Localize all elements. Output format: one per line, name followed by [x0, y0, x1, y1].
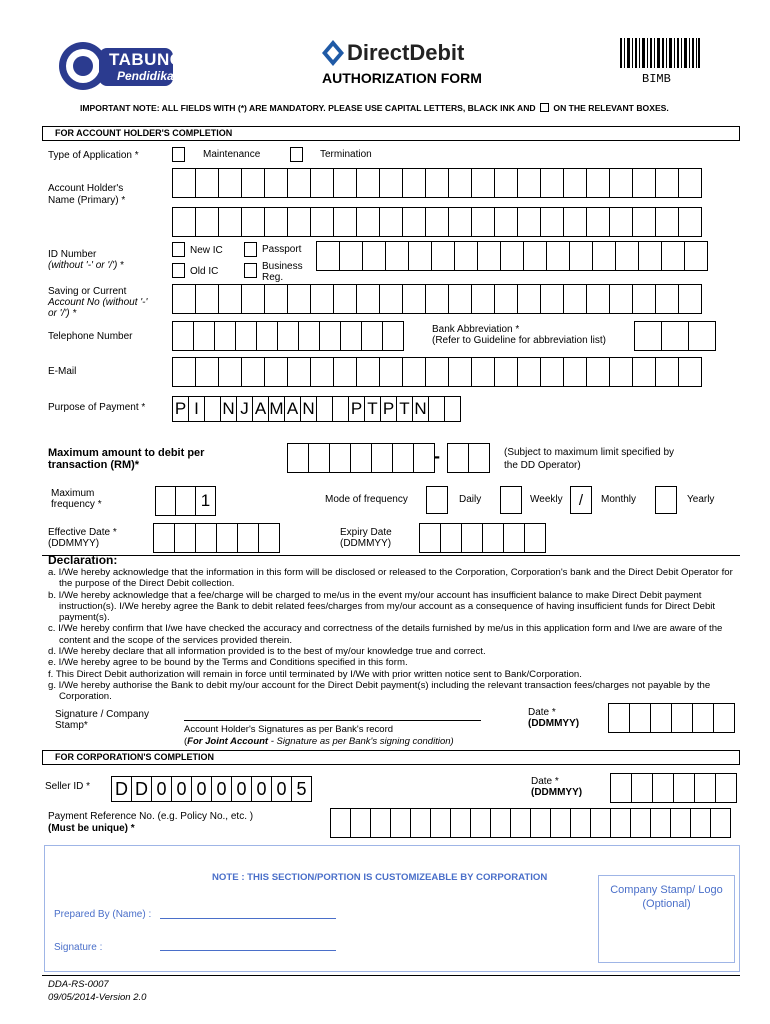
- footer-line: [42, 975, 740, 976]
- daily-checkbox[interactable]: [426, 486, 448, 514]
- payment-ref-grid[interactable]: [330, 808, 730, 838]
- monthly-label: Monthly: [601, 494, 637, 505]
- declaration-title: Declaration:: [48, 553, 118, 567]
- seller-id-grid[interactable]: D D 0 0 0 0 0 0 0 5: [111, 776, 311, 802]
- new-ic-checkbox[interactable]: [172, 242, 185, 257]
- declaration-item: a. I/We hereby acknowledge that the information in this form will be disclosed or released to the Corporation, Corporation's bank and the Direct Debit Operator for the purpose of the Direct Debit collection.: [48, 567, 733, 590]
- bank-abbr-label-2: (Refer to Guideline for abbreviation list): [432, 335, 606, 346]
- payref-label-1: Payment Reference No. (e.g. Policy No., etc. ): [48, 811, 254, 822]
- max-amount-cents-grid[interactable]: [447, 443, 489, 473]
- joint-account-text: For Joint Account: [187, 736, 269, 747]
- bank-abbr-label-1: Bank Abbreviation *: [432, 324, 520, 335]
- max-amount-label-2: transaction (RM)*: [48, 459, 140, 471]
- name-grid-row2[interactable]: [172, 207, 701, 237]
- signature-label-2: Stamp*: [55, 720, 88, 731]
- important-note: [80, 103, 669, 113]
- phone-grid[interactable]: [172, 321, 403, 351]
- yearly-checkbox[interactable]: [655, 486, 677, 514]
- prepared-by-line[interactable]: [160, 918, 336, 919]
- max-freq-grid[interactable]: 1: [155, 486, 215, 516]
- termination-label: Termination: [320, 149, 372, 160]
- decl-date-label-2: (DDMMYY): [528, 718, 580, 729]
- id-hint-text: (without '-' or '/'): [48, 260, 118, 271]
- declaration-item: d. I/We hereby declare that all information provided is to the best of my/our knowledge true and correct.: [48, 646, 486, 658]
- max-amount-label-1: Maximum amount to debit per: [48, 447, 205, 459]
- passport-checkbox[interactable]: [244, 242, 257, 257]
- monthly-checkbox[interactable]: /: [570, 486, 592, 514]
- name-grid-row1[interactable]: [172, 168, 701, 198]
- logo-tabung-text: TABUNG: [109, 50, 184, 69]
- section-bottom-line: [42, 555, 740, 556]
- declaration-item: b. I/We hereby acknowledge that a fee/charge will be charged to me/us in the event my/our account has insufficient balance to make Direct Debit payment instruction(s). I/We hereby agree the Bank to debit related fees/charges from my/our account as a consequence of having insufficient funds for Direct Debit payment(s).: [48, 589, 716, 624]
- subject-note-2: the DD Operator): [504, 460, 581, 471]
- name-label-1: Account Holder's: [48, 183, 124, 194]
- bank-code: BIMB: [642, 72, 671, 86]
- account-number-grid[interactable]: [172, 284, 701, 314]
- acct-label-3: or '/') *: [48, 308, 77, 319]
- custom-note: NOTE : THIS SECTION/PORTION IS CUSTOMIZEABLE BY CORPORATION: [212, 872, 548, 883]
- expiry-label-2: (DDMMYY): [340, 538, 392, 549]
- name-label-2: Name (Primary) *: [48, 195, 126, 206]
- seller-id-label: Seller ID *: [45, 781, 91, 792]
- passport-label: Passport: [262, 244, 302, 255]
- weekly-label: Weekly: [530, 494, 563, 505]
- custom-signature-label: Signature :: [54, 942, 103, 953]
- daily-label: Daily: [459, 494, 482, 505]
- yearly-label: Yearly: [687, 494, 715, 505]
- logo-pendidikan-text: Pendidikan: [117, 69, 182, 83]
- directdebit-logo: [322, 40, 464, 66]
- maintenance-checkbox[interactable]: [172, 147, 185, 162]
- footer-version: 09/05/2014-Version 2.0: [48, 992, 147, 1003]
- declaration-item: c. I/We hereby confirm that I/we have checked the accuracy and correctness of the details furnished by me/us in this application form and I/we are aware of the content and the scope of the services provided therein.: [48, 623, 723, 646]
- corp-date-label-1: Date *: [531, 776, 559, 787]
- business-label-1: Business: [262, 261, 303, 272]
- stamp-label-1: Company Stamp/ Logo: [610, 884, 723, 896]
- signature-caption-1: Account Holder's Signatures as per Bank's record: [184, 724, 394, 735]
- max-amount-grid[interactable]: [287, 443, 434, 473]
- mode-label: Mode of frequency: [325, 494, 408, 505]
- barcode: [620, 38, 700, 68]
- corporation-section-header: FOR CORPORATION'S COMPLETION: [42, 750, 740, 765]
- signature-caption-2: (For Joint Account - Signature as per Bank's signing condition): [184, 736, 454, 747]
- effective-label-1: Effective Date *: [48, 527, 117, 538]
- prepared-by-label: Prepared By (Name) :: [54, 909, 152, 920]
- declaration-item: g. I/We hereby authorise the Bank to debit my/our account for the Direct Debit payment(s) including the relevant transaction fees/charges not payable by the Corporation.: [48, 679, 711, 703]
- id-hint: [48, 260, 124, 272]
- purpose-grid[interactable]: P I N J A M A N P T P T N: [172, 396, 460, 422]
- decimal-dash: -: [434, 446, 440, 466]
- expiry-date-grid[interactable]: [419, 523, 545, 553]
- acct-label-2: Account No (without '-': [48, 297, 148, 308]
- email-grid[interactable]: [172, 357, 701, 387]
- max-freq-label-1: Maximum: [51, 488, 95, 499]
- payref-label-2: (Must be unique) *: [48, 823, 135, 834]
- important-note-end: ON THE RELEVANT BOXES.: [553, 103, 669, 113]
- declaration-item: e. I/We hereby agree to be bound by the Terms and Conditions specified in this form.: [48, 657, 408, 669]
- signature-label-1: Signature / Company: [55, 709, 149, 720]
- checkbox-icon: [540, 103, 549, 112]
- new-ic-label: New IC: [190, 245, 223, 256]
- effective-date-grid[interactable]: [153, 523, 279, 553]
- maintenance-label: Maintenance: [203, 149, 261, 160]
- custom-signature-line[interactable]: [160, 950, 336, 951]
- weekly-checkbox[interactable]: [500, 486, 522, 514]
- id-number-grid[interactable]: [316, 241, 707, 271]
- declaration-list: [48, 567, 743, 703]
- expiry-label-1: Expiry Date: [340, 527, 392, 538]
- business-reg-checkbox[interactable]: [244, 263, 257, 278]
- old-ic-checkbox[interactable]: [172, 263, 185, 278]
- corporation-date-grid[interactable]: [610, 773, 736, 803]
- type-label: Type of Application *: [48, 150, 139, 161]
- footer-code: DDA-RS-0007: [48, 979, 109, 990]
- purpose-label: Purpose of Payment *: [48, 402, 146, 413]
- max-freq-label-2: frequency *: [51, 499, 102, 510]
- subject-note-1: (Subject to maximum limit specified by: [504, 447, 675, 458]
- declaration-item: f. This Direct Debit authorization will remain in force until terminated by I/We with prior written notice sent to Bank/Corporation.: [48, 668, 582, 680]
- bank-abbr-grid[interactable]: [634, 321, 715, 351]
- id-star: *: [120, 260, 125, 271]
- brand-name: DirectDebit: [347, 40, 465, 65]
- email-label: E-Mail: [48, 366, 77, 377]
- business-label-2: Reg.: [262, 272, 284, 283]
- termination-checkbox[interactable]: [290, 147, 303, 162]
- old-ic-label: Old IC: [190, 266, 219, 277]
- corp-date-label-2: (DDMMYY): [531, 787, 583, 798]
- stamp-label-2: (Optional): [642, 898, 691, 910]
- signature-line[interactable]: [184, 720, 481, 721]
- id-label: ID Number: [48, 249, 97, 260]
- account-section-header: FOR ACCOUNT HOLDER'S COMPLETION: [42, 126, 740, 141]
- declaration-date-grid[interactable]: [608, 703, 734, 733]
- form-title: AUTHORIZATION FORM: [322, 70, 482, 86]
- acct-label-1: Saving or Current: [48, 286, 127, 297]
- phone-label: Telephone Number: [48, 331, 133, 342]
- joint-account-note: - Signature as per Bank's signing condition): [268, 736, 454, 747]
- effective-label-2: (DDMMYY): [48, 538, 100, 549]
- diamond-icon: [322, 40, 344, 66]
- tabung-logo: [55, 40, 184, 92]
- decl-date-label-1: Date *: [528, 707, 556, 718]
- important-note-text: IMPORTANT NOTE: ALL FIELDS WITH (*) ARE MANDATORY. PLEASE USE CAPITAL LETTERS, BLACK INK AND: [80, 103, 536, 113]
